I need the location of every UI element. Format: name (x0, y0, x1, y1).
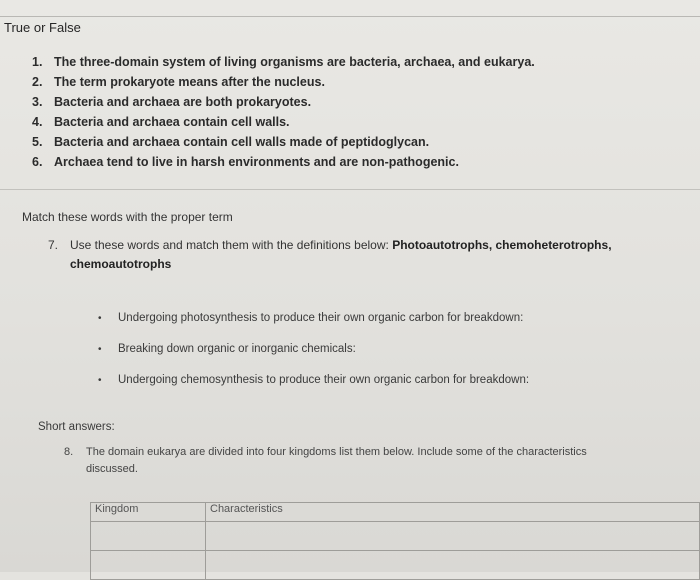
definition-list (98, 310, 529, 403)
item-number: 2. (32, 75, 43, 89)
item-number: 1. (32, 55, 43, 69)
kingdom-table (90, 502, 700, 580)
table-row (91, 551, 700, 580)
list-item (98, 372, 529, 389)
section-title-true-false: True or False (4, 20, 81, 35)
kingdom-cell[interactable] (91, 522, 206, 551)
bullet-icon: • (98, 313, 102, 324)
list-item (98, 310, 529, 327)
match-heading: Match these words with the proper term (22, 210, 233, 224)
item-number: 3. (32, 95, 43, 109)
item-text: Archaea tend to live in harsh environments and are non-pathogenic. (54, 155, 459, 169)
list-item (32, 92, 535, 112)
header-characteristics: Characteristics (206, 503, 700, 522)
item-number: 5. (32, 135, 43, 149)
question-number: 8. (64, 446, 74, 458)
header-kingdom: Kingdom (91, 503, 206, 522)
item-number: 6. (32, 155, 43, 169)
table-row (91, 522, 700, 551)
list-item (32, 152, 535, 172)
list-item (32, 132, 535, 152)
question-7 (48, 236, 648, 274)
true-false-list (32, 52, 535, 172)
kingdom-cell[interactable] (91, 551, 206, 580)
list-item (32, 72, 535, 92)
list-item (98, 341, 529, 358)
question-text: Use these words and match them with the definitions below: (70, 238, 389, 252)
short-answers-heading: Short answers: (38, 421, 115, 433)
bullet-icon: • (98, 344, 102, 355)
question-number: 7. (48, 238, 59, 252)
item-text: Bacteria and archaea contain cell walls. (54, 115, 290, 129)
top-rule (0, 16, 700, 17)
item-text: The term prokaryote means after the nucleus. (54, 75, 325, 89)
bullet-icon: • (98, 375, 102, 386)
question-text-continued: discussed. (86, 463, 138, 475)
characteristics-cell[interactable] (206, 551, 700, 580)
item-text: Bacteria and archaea are both prokaryotes. (54, 95, 312, 109)
question-terms: Photoautotrophs, chemoheterotrophs, (392, 238, 612, 252)
item-number: 4. (32, 115, 43, 129)
item-text: The three-domain system of living organisms are bacteria, archaea, and eukarya. (54, 55, 535, 69)
characteristics-cell[interactable] (206, 522, 700, 551)
item-text: Bacteria and archaea contain cell walls made of peptidoglycan. (54, 135, 430, 149)
definition-text: Breaking down organic or inorganic chemicals: (118, 343, 356, 355)
definition-text: Undergoing photosynthesis to produce their own organic carbon for breakdown: (118, 312, 524, 324)
question-8 (64, 444, 644, 478)
list-item (32, 112, 535, 132)
table-header-row (91, 503, 700, 522)
question-terms-continued: chemoautotrophs (70, 257, 172, 271)
list-item (32, 52, 535, 72)
definition-text: Undergoing chemosynthesis to produce their own organic carbon for breakdown: (118, 374, 530, 386)
section-divider (0, 189, 700, 190)
question-text: The domain eukarya are divided into four kingdoms list them below. Include some of the characteristics (86, 446, 587, 458)
